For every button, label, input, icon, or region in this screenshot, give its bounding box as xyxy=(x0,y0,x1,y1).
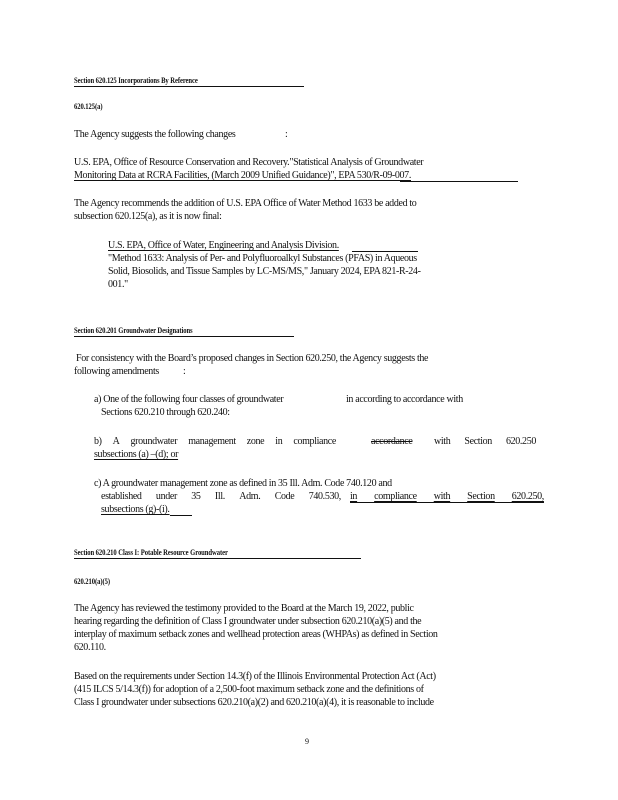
word: zone xyxy=(246,436,265,447)
subsection-620-210a5: 620.210(a)(5) xyxy=(74,576,111,586)
paragraph-changes: The Agency suggests the following changes xyxy=(74,129,236,140)
colon: : xyxy=(285,129,288,140)
word: A xyxy=(112,436,120,447)
item-b-line1-tail xyxy=(434,435,536,448)
paragraph-consistency-line1: For consistency with the Board’s proposed changes in Section 620.250, the Agency suggests the xyxy=(76,353,429,364)
word: with xyxy=(434,436,451,447)
paragraph-requirements-line3: Class I groundwater under subsections 620.210(a)(2) and 620.210(a)(4), it is reasonable to include xyxy=(74,697,434,708)
item-c-line2-words xyxy=(101,490,341,503)
word: compliance xyxy=(374,491,417,502)
paragraph-method-1633-line1: The Agency recommends the addition of U.S. EPA Office of Water Method 1633 be added to xyxy=(74,198,417,209)
paragraph-testimony-line3: interplay of maximum setback zones and wellhead protection areas (WHPAs) as defined in Section xyxy=(74,629,438,640)
word: b) xyxy=(94,436,102,447)
word: Ill. xyxy=(214,491,225,502)
word: established xyxy=(101,491,142,502)
word: Code xyxy=(274,491,295,502)
word: with xyxy=(433,491,451,502)
reference-unified-guidance-line1: U.S. EPA, Office of Resource Conservation and Recovery."Statistical Analysis of Groundwater xyxy=(74,157,424,168)
page-number: 9 xyxy=(305,737,309,746)
underline-extension xyxy=(170,515,192,516)
item-b-line2: subsections (a) –(d); or xyxy=(94,449,179,460)
item-a-line1-right: in according to accordance with xyxy=(346,394,463,405)
underline-extension xyxy=(350,502,544,503)
word: 620.250 xyxy=(505,436,536,447)
paragraph-testimony-line4: 620.110. xyxy=(74,642,106,653)
word: compliance xyxy=(293,436,336,447)
word: under xyxy=(155,491,177,502)
word: groundwater xyxy=(130,436,178,447)
word: 35 xyxy=(191,491,201,502)
paragraph-consistency-line2: following amendments xyxy=(74,366,159,377)
word: 740.530, xyxy=(308,491,341,502)
item-a-line1: a) One of the following four classes of groundwater xyxy=(94,394,284,405)
item-c-line1: c) A groundwater management zone as defined in 35 Ill. Adm. Code 740.120 and xyxy=(94,478,392,489)
word: Section xyxy=(467,491,495,502)
paragraph-testimony-line1: The Agency has reviewed the testimony provided to the Board at the March 19, 2022, public xyxy=(74,603,414,614)
word: in xyxy=(275,436,283,447)
heading-rule xyxy=(74,336,294,337)
reference-method-1633-line1: U.S. EPA, Office of Water, Engineering and Analysis Division. xyxy=(108,240,339,251)
section-620-125-heading: Section 620.125 Incorporations By Reference xyxy=(74,75,198,85)
word: Section xyxy=(464,436,492,447)
underline-extension xyxy=(400,181,518,182)
reference-method-1633-line2: "Method 1633: Analysis of Per- and Polyfluoroalkyl Substances (PFAS) in Aqueous xyxy=(108,253,417,264)
reference-method-1633-line4: 001." xyxy=(108,279,128,290)
section-620-201-heading: Section 620.201 Groundwater Designations xyxy=(74,325,193,335)
section-620-210-heading: Section 620.210 Class I: Potable Resource Groundwater xyxy=(74,547,228,557)
paragraph-requirements-line2: (415 ILCS 5/14.3(f)) for adoption of a 2,500-foot maximum setback zone and the definitions of xyxy=(74,684,424,695)
subsection-620-125a: 620.125(a) xyxy=(74,101,103,111)
word: in xyxy=(350,491,358,502)
reference-unified-guidance-line2: Monitoring Data at RCRA Facilities, (March 2009 Unified Guidance)", EPA 530/R-09-007. xyxy=(74,170,411,181)
item-a-line2: Sections 620.210 through 620.240: xyxy=(101,407,230,418)
word: Adm. xyxy=(239,491,261,502)
item-b-line1-words xyxy=(94,435,336,448)
paragraph-requirements-line1: Based on the requirements under Section 14.3(f) of the Illinois Environmental Protection Act (Act) xyxy=(74,671,436,682)
heading-rule xyxy=(74,558,361,559)
word: 620.250, xyxy=(511,491,544,502)
paragraph-method-1633-line2: subsection 620.125(a), as it is now final: xyxy=(74,211,222,222)
item-c-line3: subsections (g)-(i). xyxy=(101,504,170,515)
heading-rule xyxy=(74,86,304,87)
paragraph-testimony-line2: hearing regarding the definition of Class I groundwater under subsection 620.210(a)(5) and the xyxy=(74,616,422,627)
colon: : xyxy=(183,366,186,377)
struck-word: accordance xyxy=(371,436,413,447)
reference-method-1633-line3: Solid, Biosolids, and Tissue Samples by LC-MS/MS," January 2024, EPA 821-R-24- xyxy=(108,266,421,277)
word: management xyxy=(188,436,236,447)
